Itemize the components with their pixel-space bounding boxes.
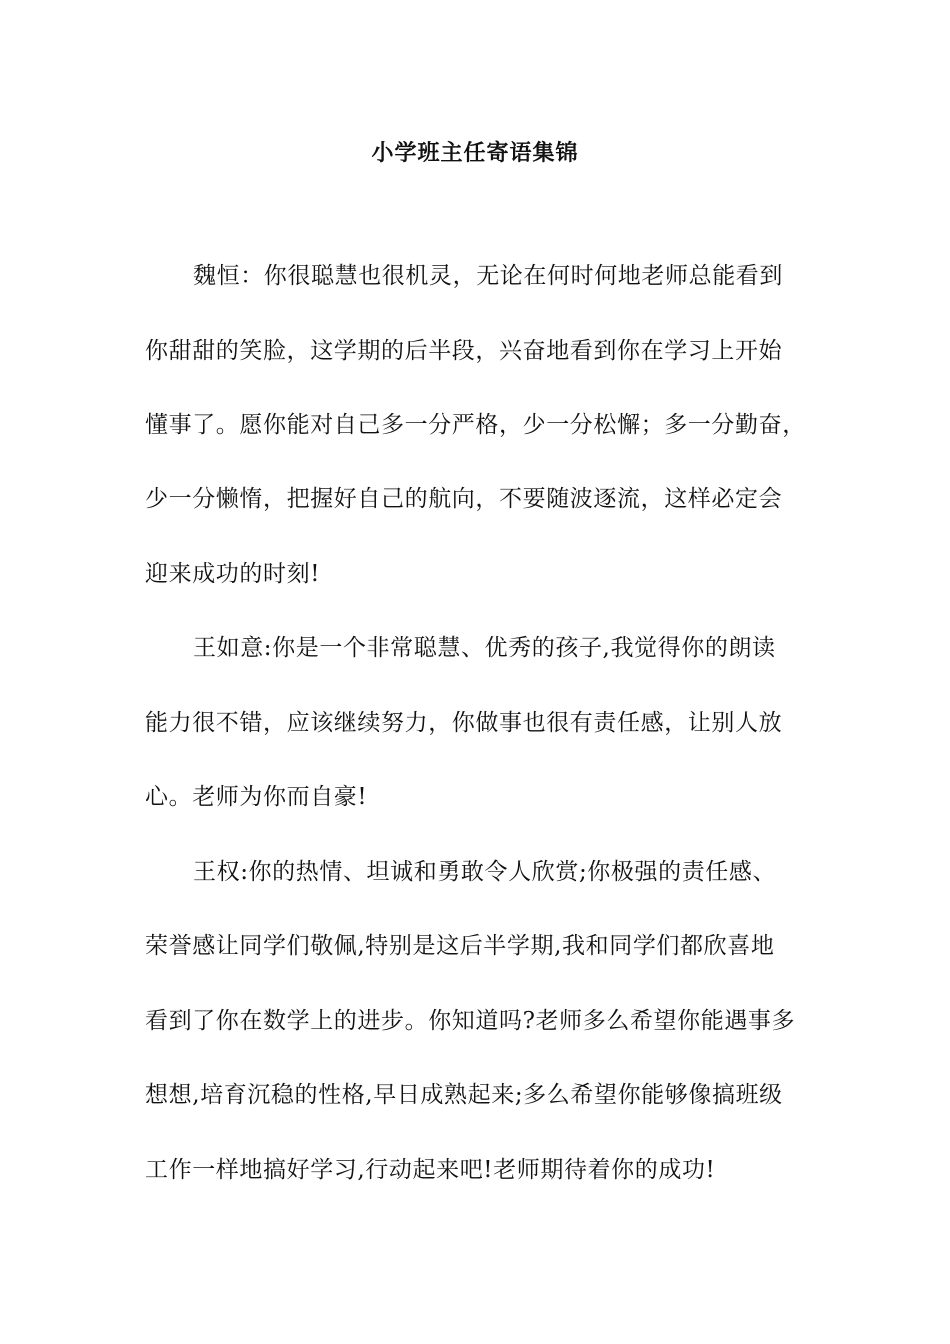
text-line: 王如意:你是一个非常聪慧、优秀的孩子,我觉得你的朗读 [193, 635, 776, 661]
text-line: 魏恒：你很聪慧也很机灵，无论在何时何地老师总能看到 [193, 263, 783, 289]
text-line: 懂事了。愿你能对自己多一分严格，少一分松懈；多一分勤奋， [145, 412, 806, 438]
text-line: 看到了你在数学上的进步。你知道吗?老师多么希望你能遇事多 [145, 1008, 796, 1034]
page-title: 小学班主任寄语集锦 [371, 140, 579, 166]
text-line: 王权:你的热情、坦诚和勇敢令人欣赏;你极强的责任感、 [193, 859, 777, 885]
text-line: 迎来成功的时刻! [145, 561, 321, 587]
text-line: 工作一样地搞好学习,行动起来吧!老师期待着你的成功! [145, 1157, 716, 1183]
text-line: 你甜甜的笑脸，这学期的后半段，兴奋地看到你在学习上开始 [145, 338, 783, 364]
text-line: 荣誉感让同学们敬佩,特别是这后半学期,我和同学们都欣喜地 [145, 933, 775, 959]
text-line: 想想,培育沉稳的性格,早日成熟起来;多么希望你能够像搞班级 [145, 1082, 783, 1108]
text-line: 少一分懒惰，把握好自己的航向，不要随波逐流，这样必定会 [145, 486, 783, 512]
text-line: 心。老师为你而自豪! [145, 784, 368, 810]
text-line: 能力很不错，应该继续努力，你做事也很有责任感，让别人放 [145, 710, 783, 736]
